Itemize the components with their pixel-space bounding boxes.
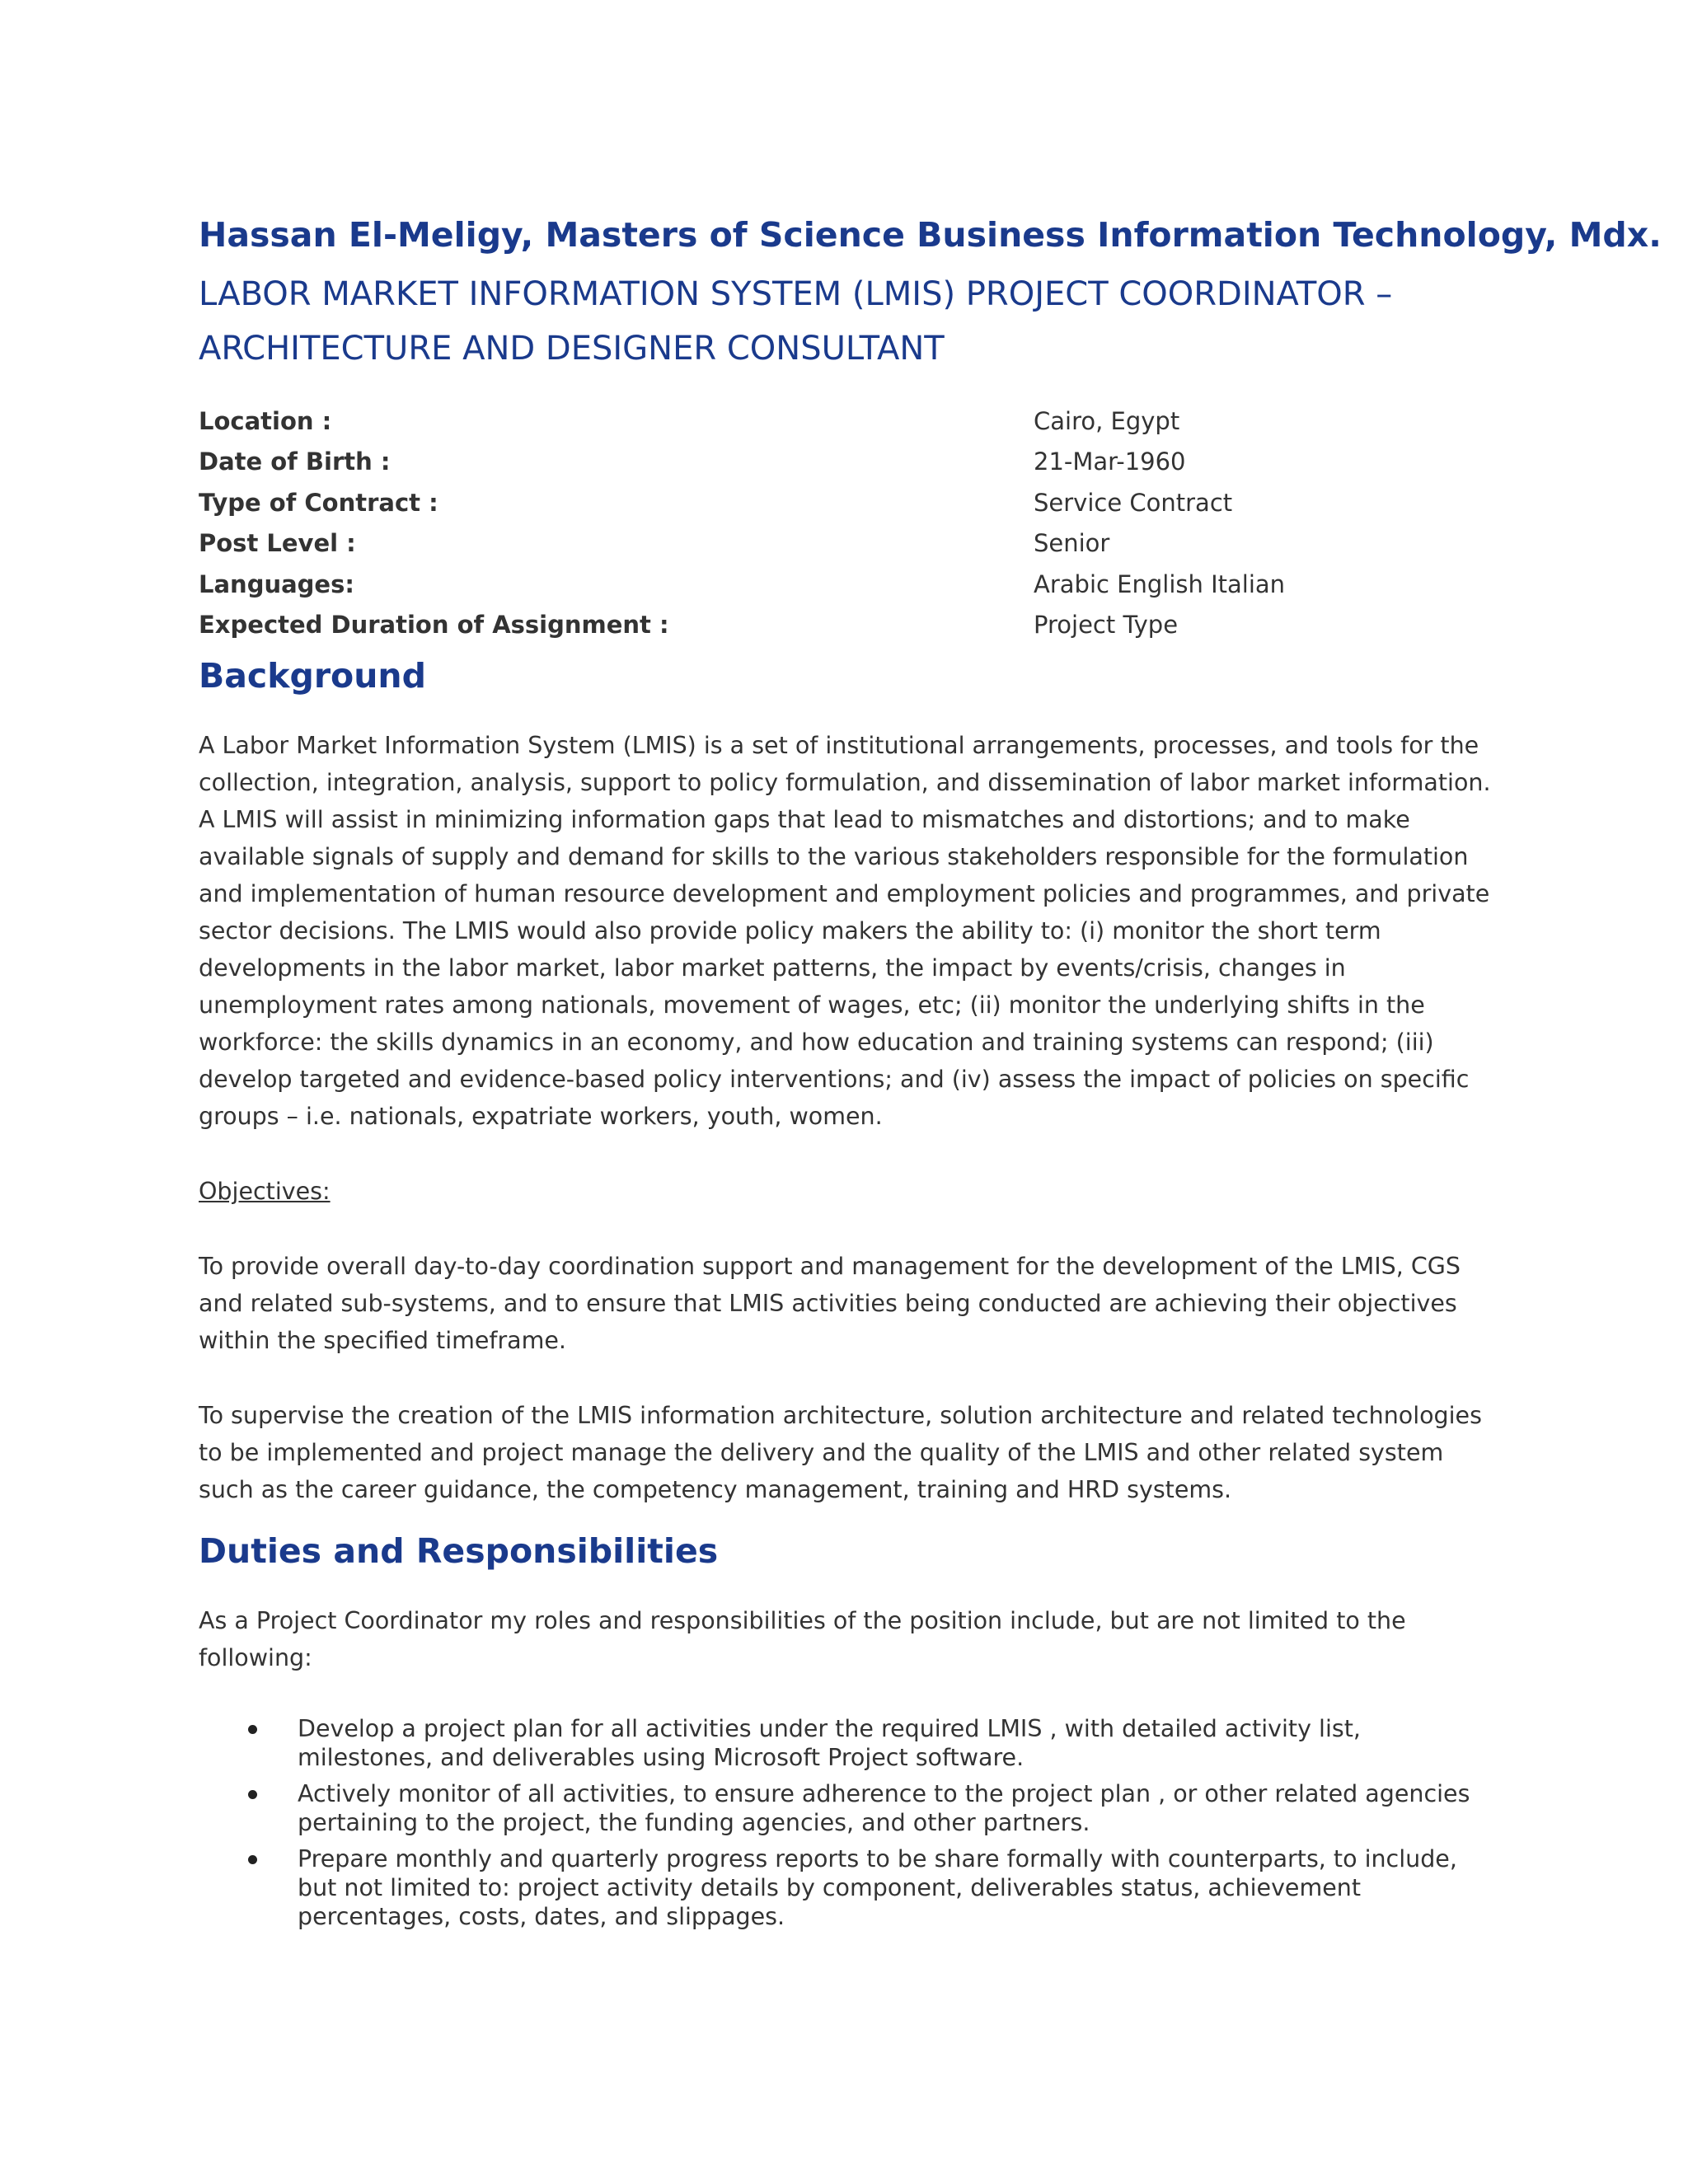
list-item — [199, 1779, 1501, 1837]
list-item-text: Develop a project plan for all activities under the required LMIS , with detailed activity list, milestones, and deliverables using Microsoft Project software. — [298, 1715, 1361, 1771]
info-value: Arabic English Italian — [1034, 569, 1286, 598]
position-title — [199, 267, 1501, 376]
info-value: Senior — [1034, 529, 1110, 558]
background-heading: Background — [199, 656, 426, 696]
duties-intro: As a Project Coordinator my roles and responsibilities of the position include, but are not limited to the following: — [199, 1607, 1406, 1671]
info-label: Date of Birth : — [199, 448, 391, 476]
document-content — [199, 213, 1662, 1938]
info-value: Cairo, Egypt — [1034, 406, 1180, 435]
info-row-location — [199, 401, 1501, 442]
bullet-icon — [248, 1725, 257, 1734]
background-paragraph: A Labor Market Information System (LMIS) is a set of institutional arrangements, processes, and tools for the collection, integration, analysis, support to policy formulation, and dissemination of labor market information. A LMIS will assist in minimizing information gaps that lead to mismatches and distortions; and to make available signals of supply and demand for skills to the various stakeholders responsible for the formulation and implementation of human resource development and employment policies and programmes, and private sector decisions. The LMIS would also provide policy makers the ability to: (i) monitor the short term developments in the labor market, labor market patterns, the impact by events/crisis, changes in unemployment rates among nationals, movement of wages, etc; (ii) monitor the underlying shifts in the workforce: the skills dynamics in an economy, and how education and training systems can respond; (iii) develop targeted and evidence-based policy interventions; and (iv) assess the impact of policies on specific groups – i.e. nationals, expatriate workers, youth, women. — [199, 732, 1491, 1130]
objectives-label: Objectives: — [199, 1178, 331, 1205]
candidate-name-heading: Hassan El-Meligy, Masters of Science Business Information Technology, Mdx. — [199, 215, 1662, 255]
info-row-contract-type — [199, 482, 1501, 523]
objective-paragraph-1: To provide overall day-to-day coordination support and management for the development of the LMIS, CGS and related sub-systems, and to ensure that LMIS activities being conducted are achieving their objectives within the specified timeframe. — [199, 1253, 1461, 1354]
position-title-line-2: ARCHITECTURE AND DESIGNER CONSULTANT — [199, 330, 945, 368]
info-value: Project Type — [1034, 611, 1179, 640]
info-row-post-level — [199, 523, 1501, 565]
list-item-text: Prepare monthly and quarterly progress reports to be share formally with counterparts, to include, but not limited to: project activity details by component, deliverables status, achievement percentages, costs, dates, and slippages. — [298, 1845, 1457, 1930]
info-value: 21-Mar-1960 — [1034, 448, 1186, 476]
duties-list — [199, 1714, 1501, 1931]
list-item-text: Actively monitor of all activities, to ensure adherence to the project plan , or other related agencies pertaining to the project, the funding agencies, and other partners. — [298, 1780, 1470, 1836]
info-row-duration — [199, 605, 1501, 646]
info-label: Post Level : — [199, 529, 356, 558]
bullet-icon — [248, 1790, 257, 1799]
objective-paragraph-2: To supervise the creation of the LMIS information architecture, solution architecture and related technologies to be implemented and project manage the delivery and the quality of the LMIS and other related system such as the career guidance, the competency management, training and HRD systems. — [199, 1402, 1482, 1503]
info-label: Type of Contract : — [199, 488, 438, 517]
bullet-icon — [248, 1855, 257, 1864]
info-row-date-of-birth — [199, 442, 1501, 483]
list-item — [199, 1714, 1501, 1772]
info-label: Languages: — [199, 569, 354, 598]
position-title-line-1: LABOR MARKET INFORMATION SYSTEM (LMIS) PROJECT COORDINATOR – — [199, 275, 1393, 313]
info-row-languages — [199, 564, 1501, 605]
duties-heading: Duties and Responsibilities — [199, 1531, 719, 1571]
info-label: Location : — [199, 406, 332, 435]
info-label: Expected Duration of Assignment : — [199, 611, 669, 640]
candidate-info-table — [199, 401, 1501, 645]
list-item — [199, 1844, 1501, 1931]
info-value: Service Contract — [1034, 488, 1233, 517]
